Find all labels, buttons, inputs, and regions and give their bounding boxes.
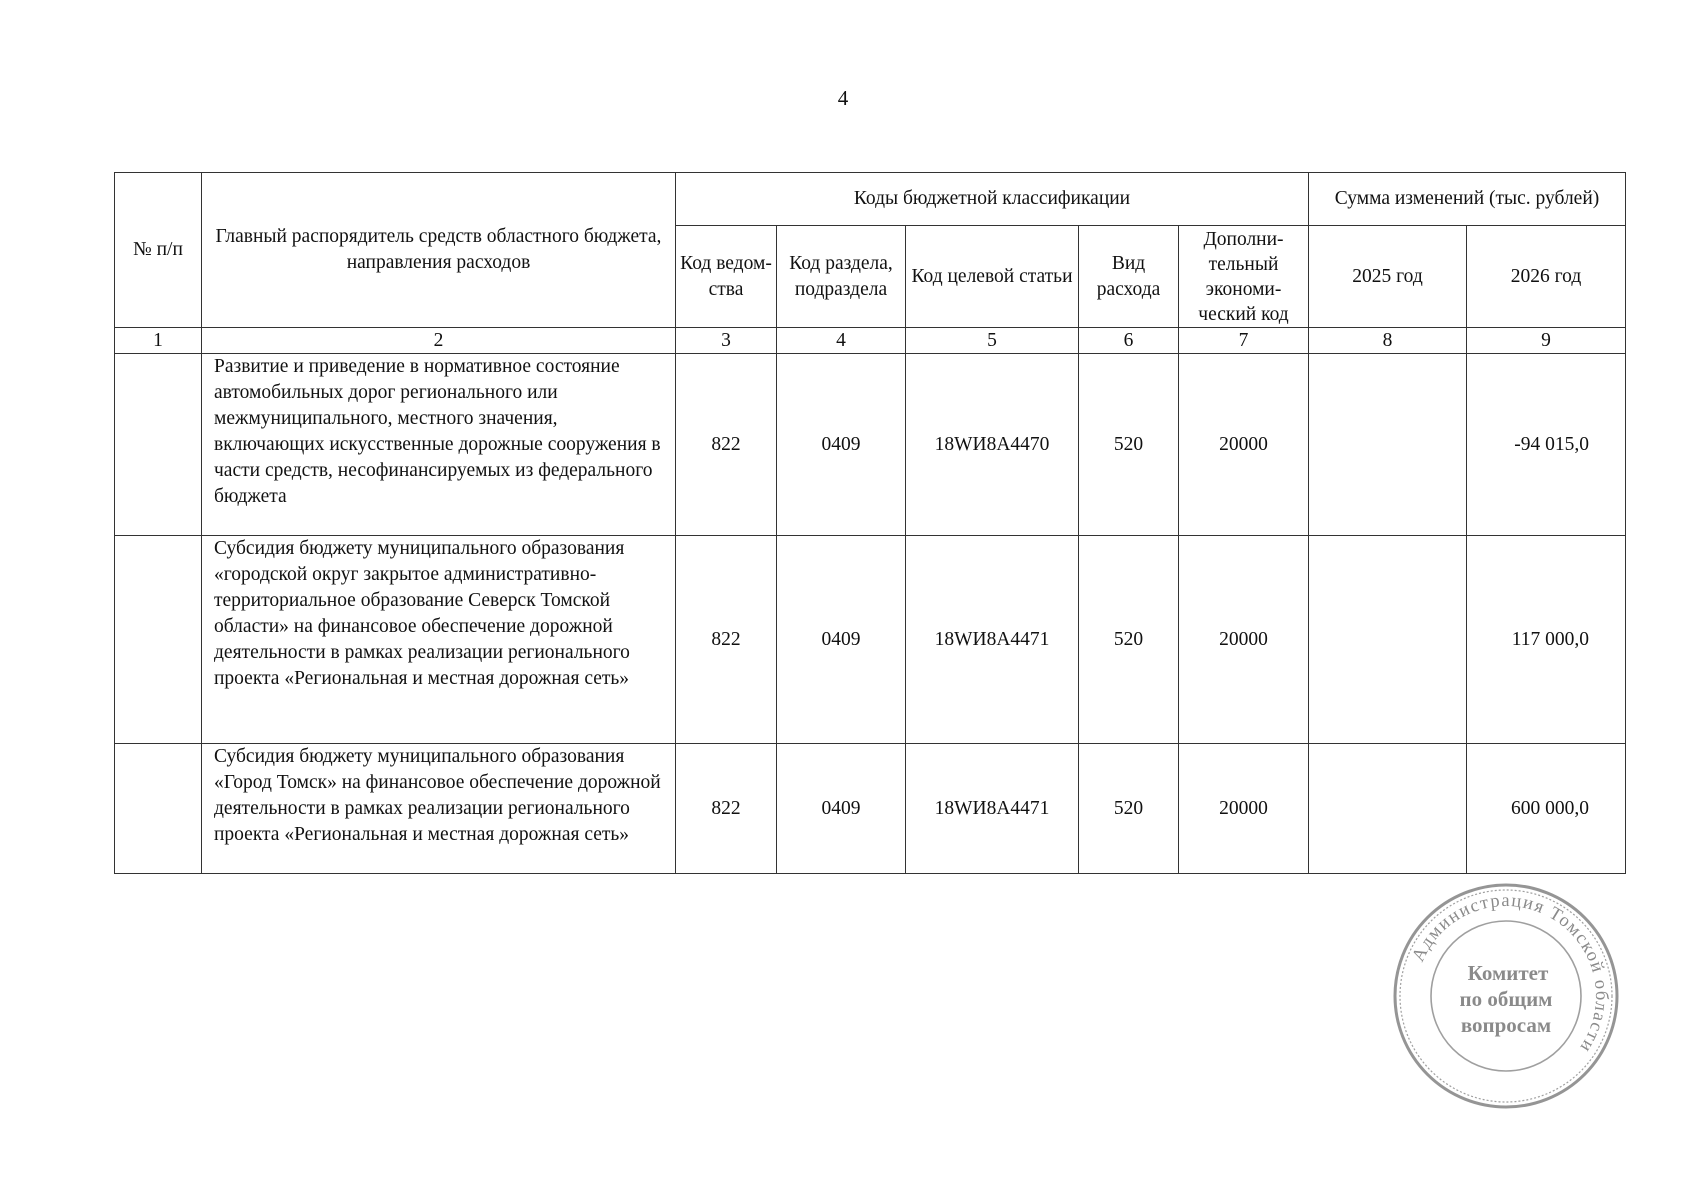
row-dept-code: 822 (676, 354, 777, 536)
column-number: 5 (906, 328, 1079, 354)
row-expense-type: 520 (1079, 744, 1179, 874)
header-dept-code: Код ведом-ства (676, 226, 777, 328)
stamp-line-1: Комитет (1467, 961, 1549, 985)
row-expense-type: 520 (1079, 536, 1179, 744)
column-number: 9 (1467, 328, 1626, 354)
row-target-code: 18WИ8А4471 (906, 744, 1079, 874)
header-sum-changes: Сумма изменений (тыс. рублей) (1309, 173, 1626, 226)
row-sum-2026: -94 015,0 (1467, 354, 1626, 536)
row-section-code: 0409 (777, 536, 906, 744)
stamp-line-2: по общим (1459, 987, 1553, 1011)
row-description: Субсидия бюджету муниципального образования «Город Томск» на финансовое обеспечение дорожной деятельности в рамках реализации регионального проекта «Региональная и местная дорожная сеть» (202, 744, 676, 874)
column-number: 3 (676, 328, 777, 354)
header-expense-type: Вид расхода (1079, 226, 1179, 328)
row-econ-code: 20000 (1179, 354, 1309, 536)
budget-changes-table (114, 172, 1626, 874)
header-section-code: Код раздела, подраздела (777, 226, 906, 328)
row-section-code: 0409 (777, 354, 906, 536)
header-year-2026: 2026 год (1467, 226, 1626, 328)
row-sum-2025 (1309, 744, 1467, 874)
table-row (115, 354, 1626, 536)
header-budget-codes: Коды бюджетной классификации (676, 173, 1309, 226)
column-number: 4 (777, 328, 906, 354)
column-number: 2 (202, 328, 676, 354)
table-row (115, 744, 1626, 874)
header-econ-code: Дополни-тельный экономи-ческий код (1179, 226, 1309, 328)
row-sum-2026: 600 000,0 (1467, 744, 1626, 874)
stamp-ring-text: Администрация Томской области (1408, 890, 1612, 1057)
page-number: 4 (837, 86, 849, 110)
row-sum-2026: 117 000,0 (1467, 536, 1626, 744)
header-year-2025: 2025 год (1309, 226, 1467, 328)
official-stamp (1390, 880, 1622, 1112)
row-target-code: 18WИ8А4471 (906, 536, 1079, 744)
row-no (115, 354, 202, 536)
row-sum-2025 (1309, 354, 1467, 536)
row-econ-code: 20000 (1179, 536, 1309, 744)
header-description: Главный распорядитель средств областного бюджета, направления расходов (202, 173, 676, 328)
table-row (115, 536, 1626, 744)
row-dept-code: 822 (676, 536, 777, 744)
row-econ-code: 20000 (1179, 744, 1309, 874)
row-expense-type: 520 (1079, 354, 1179, 536)
row-dept-code: 822 (676, 744, 777, 874)
row-section-code: 0409 (777, 744, 906, 874)
header-target-code: Код целевой статьи (906, 226, 1079, 328)
row-description: Субсидия бюджету муниципального образования «городской округ закрытое административно-территориальное образование Северск Томской области» на финансовое обеспечение дорожной деятельности в рамках реализации регионального проекта «Региональная и местная дорожная сеть» (202, 536, 676, 744)
row-description: Развитие и приведение в нормативное состояние автомобильных дорог регионального или межмуниципального, местного значения, включающих искусственные дорожные сооружения в части средств, несофинансируемых из федерального бюджета (202, 354, 676, 536)
column-number-row (115, 328, 1626, 354)
row-no (115, 536, 202, 744)
row-sum-2025 (1309, 536, 1467, 744)
row-no (115, 744, 202, 874)
table-header-row-group (115, 173, 1626, 226)
column-number: 1 (115, 328, 202, 354)
column-number: 8 (1309, 328, 1467, 354)
row-target-code: 18WИ8А4470 (906, 354, 1079, 536)
column-number: 6 (1079, 328, 1179, 354)
column-number: 7 (1179, 328, 1309, 354)
stamp-line-3: вопросам (1460, 1013, 1552, 1037)
header-no: № п/п (115, 173, 202, 328)
